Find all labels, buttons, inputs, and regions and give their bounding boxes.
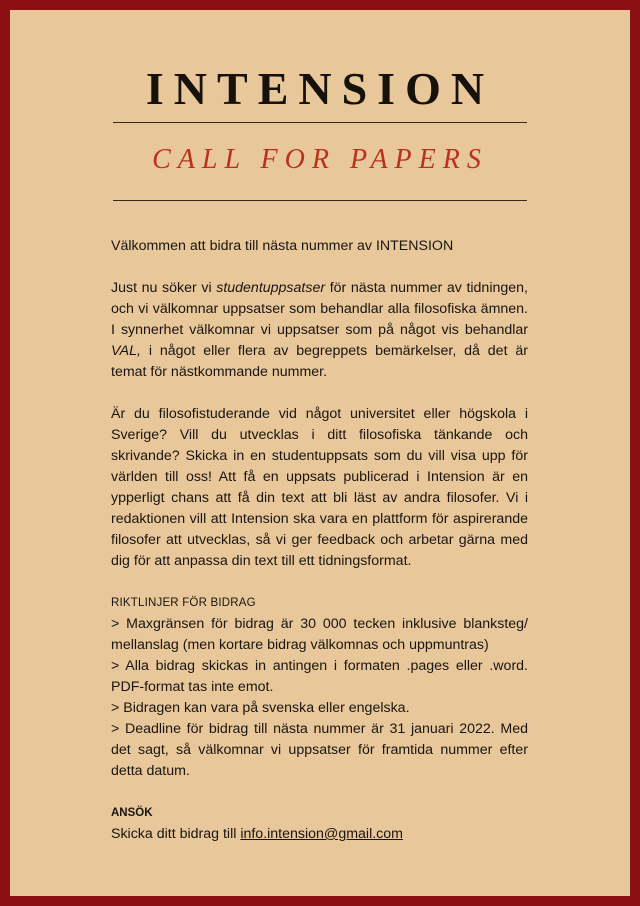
search-paragraph [111,278,528,383]
welcome-text: Välkommen att bidra till nästa nummer av INTENSION [111,238,454,254]
poster-body [111,236,528,845]
apply-heading: ANSÖK [111,807,153,819]
divider-top [113,122,527,123]
theme-emphasis: VAL, [111,343,141,359]
search-emphasis: studentuppsatser [216,280,326,296]
guideline-item: > Alla bidrag skickas in antingen i formaten .pages eller .word. PDF-format tas inte emot. [111,658,528,695]
call-for-papers-subtitle: CALL FOR PAPERS [152,144,488,175]
guideline-item: > Bidragen kan vara på svenska eller engelska. [111,700,410,716]
search-prefix: Just nu söker vi [111,280,217,296]
guideline-item: > Maxgränsen för bidrag är 30 000 tecken inklusive blanksteg/ mellanslag (men kortare bidrag välkomnas och uppmuntras) [111,616,528,653]
poster [10,10,630,896]
divider-bottom [113,200,527,201]
invitation-paragraph: Är du filosofistuderande vid något universitet eller högskola i Sverige? Vill du utvecklas i ditt filosofiska tänkande och skrivande? Skicka in en studentuppsats som du vill visa upp för världen till oss! Att få en uppsats publicerad i Intension är en ypperligt chans att få din text att bli läst av andra filosofer. Vi i redaktionen vill att Intension ska vara en plattform för aspirerande filosofer att utvecklas, så vi ger feedback och arbetar gärna med dig för att anpassa din text till ett tidningsformat. [111,406,528,569]
apply-line [111,824,528,845]
search-suffix: för nästa nummer av tidningen, och vi välkomnar uppsatser som behandlar alla filosofiska ämnen. I synnerhet välkomnar vi uppsatser som på något vis behandlar [111,280,528,338]
apply-text: Skicka ditt bidrag till [111,826,241,842]
journal-title: INTENSION [145,63,495,114]
theme-suffix: i något eller flera av begreppets bemärkelser, då det är temat för nästkommande nummer. [111,343,528,380]
guidelines-heading: RIKTLINJER FÖR BIDRAG [111,597,256,609]
guideline-item: > Deadline för bidrag till nästa nummer är 31 januari 2022. Med det sagt, så välkomnar vi uppsatser för framtida nummer efter detta datum. [111,721,528,779]
email-link[interactable]: info.intension@gmail.com [240,826,403,842]
